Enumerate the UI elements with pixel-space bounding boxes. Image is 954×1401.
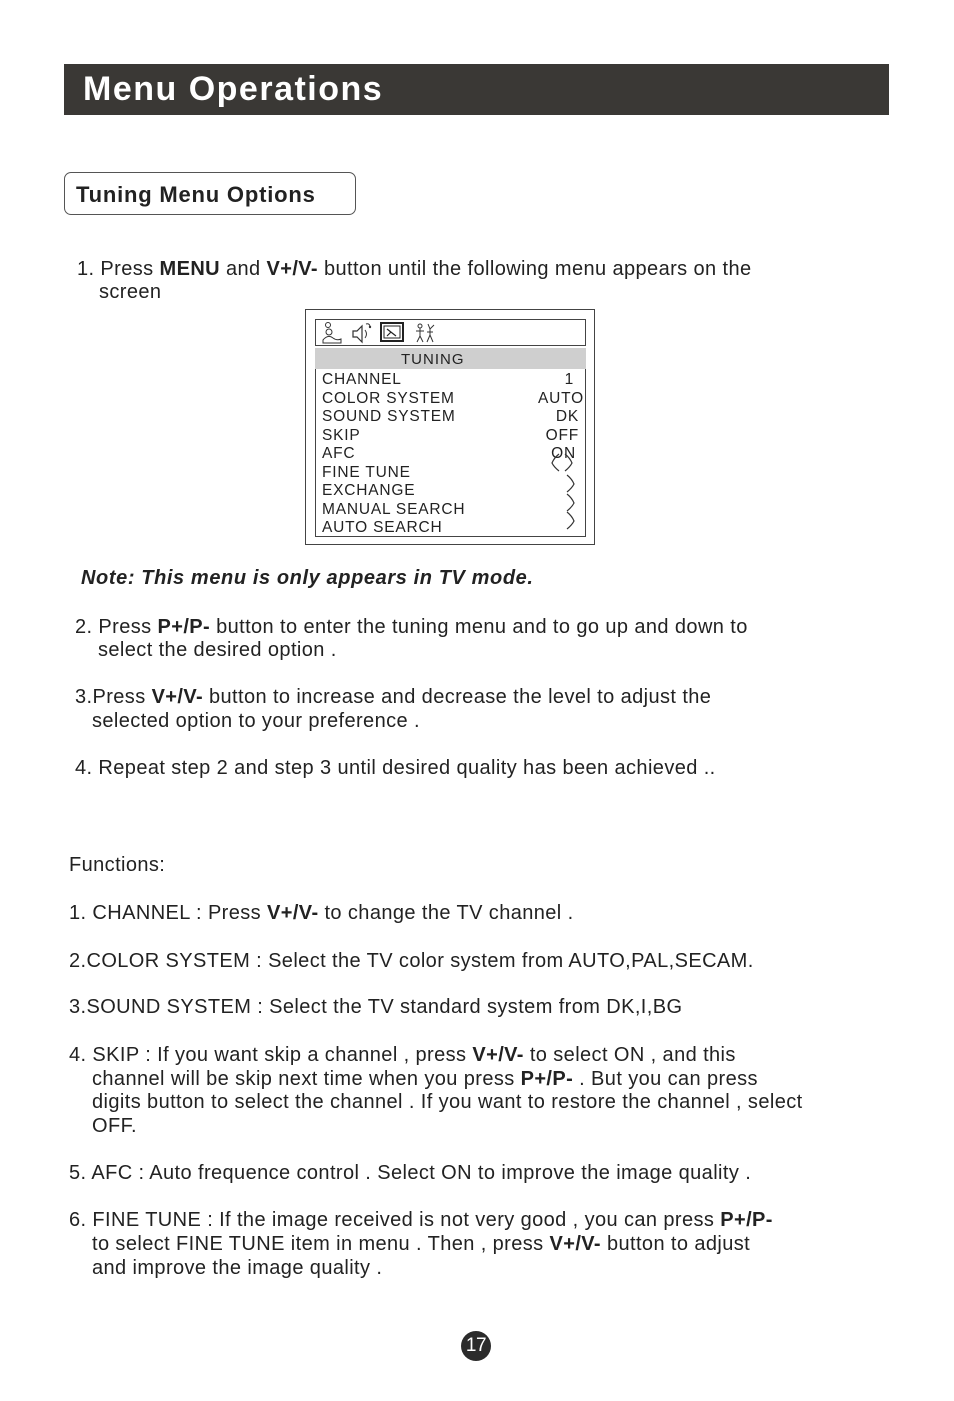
tv-menu-item: FINE TUNE xyxy=(322,464,582,482)
tv-menu-title-bar xyxy=(315,348,586,369)
function-fine-tune-line-2: to select FINE TUNE item in menu . Then , press V+/V- button to adjust xyxy=(92,1233,751,1255)
page-title: Menu Operations xyxy=(83,70,384,108)
right-arrow-icon xyxy=(564,493,578,513)
tv-menu-item: AUTO SEARCH xyxy=(322,519,582,537)
step-3-line-2: selected option to your preference . xyxy=(92,710,420,732)
page-number: 17 xyxy=(461,1331,491,1361)
step-2-line-2: select the desired option . xyxy=(98,639,337,661)
right-arrow-icon xyxy=(564,511,578,531)
tv-menu-icon-bar xyxy=(315,319,586,346)
function-skip-line-4: OFF. xyxy=(92,1115,137,1137)
function-channel: 1. CHANNEL : Press V+/V- to change the TV channel . xyxy=(69,902,574,924)
tv-mode-note: Note: This menu is only appears in TV mode. xyxy=(81,567,534,589)
step-4: 4. Repeat step 2 and step 3 until desired quality has been achieved .. xyxy=(75,757,716,779)
header-bar xyxy=(64,64,889,115)
tv-menu-diagram xyxy=(305,309,595,545)
tv-menu-item: CHANNEL 1 xyxy=(322,371,574,388)
function-color-system: 2.COLOR SYSTEM : Select the TV color system from AUTO,PAL,SECAM. xyxy=(69,950,754,972)
function-sound-system: 3.SOUND SYSTEM : Select the TV standard system from DK,I,BG xyxy=(69,996,683,1018)
tuning-icon xyxy=(379,321,405,345)
function-skip-line-3: digits button to select the channel . If you want to restore the channel , select xyxy=(92,1091,803,1113)
tv-menu-item: SKIP OFF xyxy=(322,426,579,444)
left-right-arrows-icon xyxy=(548,453,576,473)
tv-menu-list xyxy=(315,369,586,537)
step-3-line-1: 3.Press V+/V- button to increase and decrease the level to adjust the xyxy=(75,686,712,708)
section-title: Tuning Menu Options xyxy=(76,182,316,207)
tv-menu-item: AFC ON xyxy=(322,445,576,462)
function-icon xyxy=(412,321,438,345)
function-fine-tune-line-1: 6. FINE TUNE : If the image received is not very good , you can press P+/P- xyxy=(69,1209,773,1231)
tv-menu-item: COLOR SYSTEM AUTO xyxy=(322,389,584,407)
functions-heading: Functions: xyxy=(69,854,166,876)
function-afc: 5. AFC : Auto frequence control . Select ON to improve the image quality . xyxy=(69,1162,752,1184)
tv-menu-item: EXCHANGE xyxy=(322,482,582,500)
function-skip-line-2: channel will be skip next time when you press P+/P- . But you can press xyxy=(92,1068,758,1090)
function-fine-tune-line-3: and improve the image quality . xyxy=(92,1257,383,1279)
sound-icon xyxy=(350,321,374,345)
tv-menu-item: SOUND SYSTEM DK xyxy=(322,408,579,425)
step-2-line-1: 2. Press P+/P- button to enter the tuning menu and to go up and down to xyxy=(75,616,748,638)
step-1-line-2: screen xyxy=(99,281,162,303)
tv-menu-item: MANUAL SEARCH xyxy=(322,501,582,519)
section-box xyxy=(64,172,356,215)
function-skip-line-1: 4. SKIP : If you want skip a channel , press V+/V- to select ON , and this xyxy=(69,1044,736,1066)
right-arrow-icon xyxy=(564,474,578,494)
picture-icon xyxy=(320,321,344,345)
step-1-line-1: 1. Press MENU and V+/V- button until the following menu appears on the xyxy=(77,258,752,280)
tv-menu-title: TUNING xyxy=(401,351,465,368)
